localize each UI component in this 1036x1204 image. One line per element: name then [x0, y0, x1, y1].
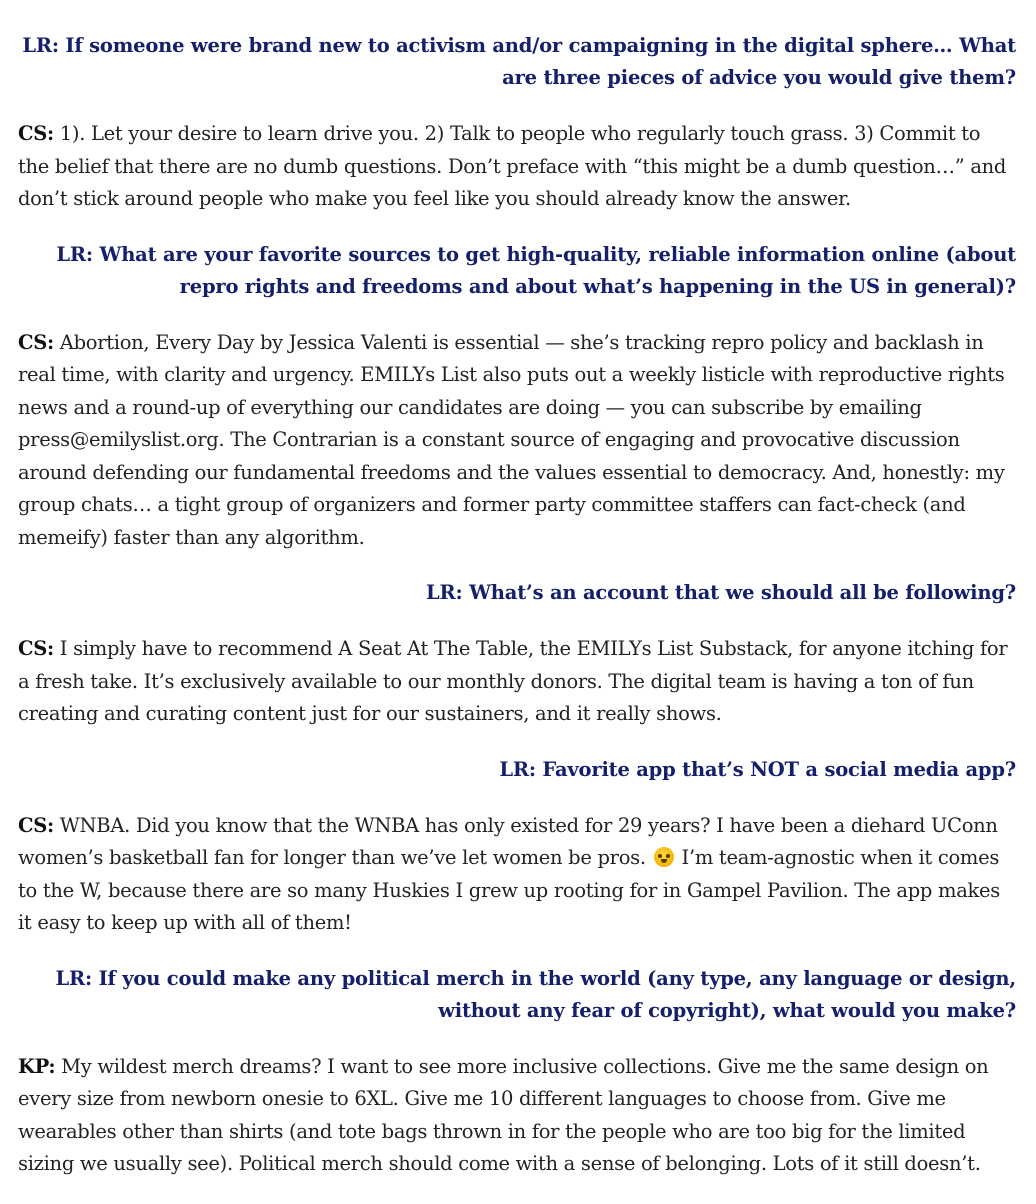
answer-text: I simply have to recommend A Seat At The Table, the EMILYs List Substack, for anyone itching for a fresh take. It’s exclusively available to our monthly donors. The digital team is having a ton of fun creating and curating content just for our sustainers, and it really shows. [18, 637, 1008, 725]
interview-answer [18, 810, 1016, 940]
speaker-label: CS: [18, 122, 54, 145]
answer-text: Abortion, Every Day by Jessica Valenti is essential — she’s tracking repro policy and backlash in real time, with clarity and urgency. EMILYs List also puts out a weekly listicle with reproductive rights news and a round-up of everything our candidates are doing — you can subscribe by emailing press@emilyslist.org. The Contrarian is a constant source of engaging and provocative discussion around defending our fundamental freedoms and the values essential to democracy. And, honestly: my group chats… a tight group of organizers and former party committee staffers can fact-check (and memeify) faster than any algorithm. [18, 330, 1005, 549]
interview-answer [18, 633, 1016, 731]
interview-question: LR: What are your favorite sources to get high-quality, reliable information online (about repro rights and freedoms and about what’s happening in the US in general)? [56, 242, 1016, 298]
interview-article [18, 30, 1016, 1181]
interview-question: LR: If someone were brand new to activism and/or campaigning in the digital sphere… What are three pieces of advice you would give them? [22, 34, 1016, 89]
speaker-label: CS: [18, 813, 54, 837]
interview-answer [18, 1051, 1016, 1181]
exploding-head-emoji-icon [654, 847, 674, 867]
speaker-label: CS: [18, 330, 54, 354]
answer-text: I’m team-agnostic when it comes to the W, because there are so many Huskies I grew up rooting for in Gampel Pavilion. The app makes it easy to keep up with all of them! [18, 846, 1000, 934]
interview-question: LR: Favorite app that’s NOT a social media app? [499, 757, 1016, 781]
answer-text: 1). Let your desire to learn drive you. 2) Talk to people who regularly touch grass. 3) Commit to the belief that there are no dumb questions. Don’t preface with “this might be a dumb question…” and don’t stick around people who make you feel like you should already know the answer. [18, 122, 1007, 210]
answer-text: My wildest merch dreams? I want to see more inclusive collections. Give me the same design on every size from newborn onesie to 6XL. Give me 10 different languages to choose from. Give me wearables other than shirts (and tote bags thrown in for the people who are too big for the limited sizing we usually see). Political merch should come with a sense of belonging. Lots of it still doesn’t. [18, 1054, 989, 1175]
speaker-label: CS: [18, 637, 54, 660]
interview-question: LR: What’s an account that we should all be following? [425, 581, 1016, 604]
speaker-label: KP: [18, 1054, 56, 1078]
answer-text: WNBA. Did you know that the WNBA has only existed for 29 years? I have been a diehard UConn women’s basketball fan for longer than we’ve let women be pros. [18, 813, 998, 869]
interview-answer [18, 327, 1016, 555]
interview-question: LR: If you could make any political merch in the world (any type, any language or design, without any fear of copyright), what would you make? [55, 966, 1016, 1022]
interview-answer [18, 118, 1016, 216]
